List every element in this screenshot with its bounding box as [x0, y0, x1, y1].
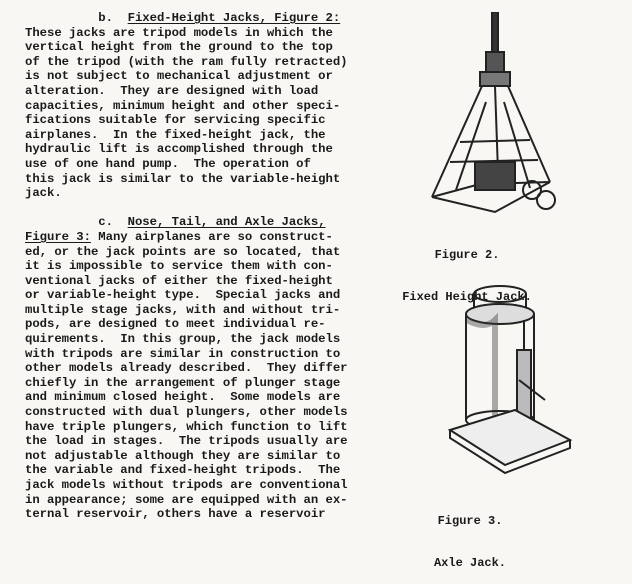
text-line: jack models without tripods are conventional	[25, 478, 348, 492]
text-line: in appearance; some are equipped with an ex-	[25, 492, 348, 507]
text-line: vertical height from the ground to the top	[25, 40, 333, 55]
body-text-column	[25, 11, 370, 522]
text-line: is not subject to mechanical adjustment or	[25, 69, 333, 84]
text-line: ed, or the jack points are so located, that	[25, 244, 341, 259]
figure-2-tripod-jack-illustration	[420, 12, 560, 217]
text-line: ternal reservoir, others have a reservoir	[25, 507, 326, 522]
section-c-heading-cont: Figure 3:	[25, 229, 91, 244]
figure-3-caption	[395, 486, 545, 584]
text-line: the variable and fixed-height tripods. The	[25, 463, 341, 478]
section-c-first-line-text: Many airplanes are so construct-	[90, 229, 333, 244]
section-c-label: c.	[98, 215, 113, 230]
text-line: quirements. In this group, the jack models	[25, 332, 341, 347]
section-c-heading: Nose, Tail, and Axle Jacks,	[127, 215, 326, 230]
text-line: and minimum closed height. Some models are	[25, 390, 341, 405]
text-line: ventional jacks of either the fixed-height	[25, 273, 333, 288]
figure-3-title: Axle Jack.	[433, 556, 506, 570]
text-line: airplanes. In the fixed-height jack, the	[25, 127, 326, 142]
text-line: the load in stages. The tripods usually are	[25, 434, 348, 449]
text-line: not adjustable although they are similar to	[25, 448, 341, 463]
text-line: alteration. They are designed with load	[25, 83, 319, 98]
text-line: pods, are designed to meet individual re-	[25, 317, 326, 332]
section-c-heading-line	[25, 215, 370, 230]
text-line: capacities, minimum height and other speci-	[25, 98, 341, 113]
text-line: fications suitable for servicing specific	[25, 113, 326, 128]
text-line: chiefly in the arrangement of plunger stage	[25, 375, 341, 390]
text-line: These jacks are tripod models in which the	[25, 25, 333, 40]
text-line: other models already described. They differ	[25, 361, 348, 376]
text-line: jack.	[25, 186, 62, 201]
figure-2-title: Fixed Height Jack.	[402, 290, 532, 304]
section-c-first-line	[25, 230, 370, 245]
figure-3-number: Figure 3.	[437, 514, 503, 528]
section-b-paragraph	[25, 26, 370, 201]
section-b-heading: Fixed-Height Jacks, Figure 2:	[127, 11, 341, 25]
text-line: use of one hand pump. The operation of	[25, 156, 311, 171]
text-line: it is impossible to service them with con-	[25, 259, 333, 274]
text-line: or variable-height type. Special jacks and	[25, 288, 341, 303]
figure-3-axle-jack-illustration	[445, 280, 575, 475]
section-b-heading-line	[25, 11, 370, 26]
text-line: multiple stage jacks, with and without tri-	[25, 302, 341, 317]
text-line: with tripods are similar in construction to	[25, 346, 341, 361]
section-b-label: b.	[98, 11, 113, 25]
text-line: have triple plungers, which function to lift	[25, 419, 348, 434]
text-line: this jack is similar to the variable-height	[25, 171, 341, 186]
text-line: hydraulic lift is accomplished through the	[25, 142, 333, 157]
text-line: constructed with dual plungers, other models	[25, 405, 348, 420]
section-c-paragraph	[25, 245, 370, 522]
figure-2-number: Figure 2.	[434, 248, 500, 262]
text-line: of the tripod (with the ram fully retracted)	[25, 54, 348, 69]
